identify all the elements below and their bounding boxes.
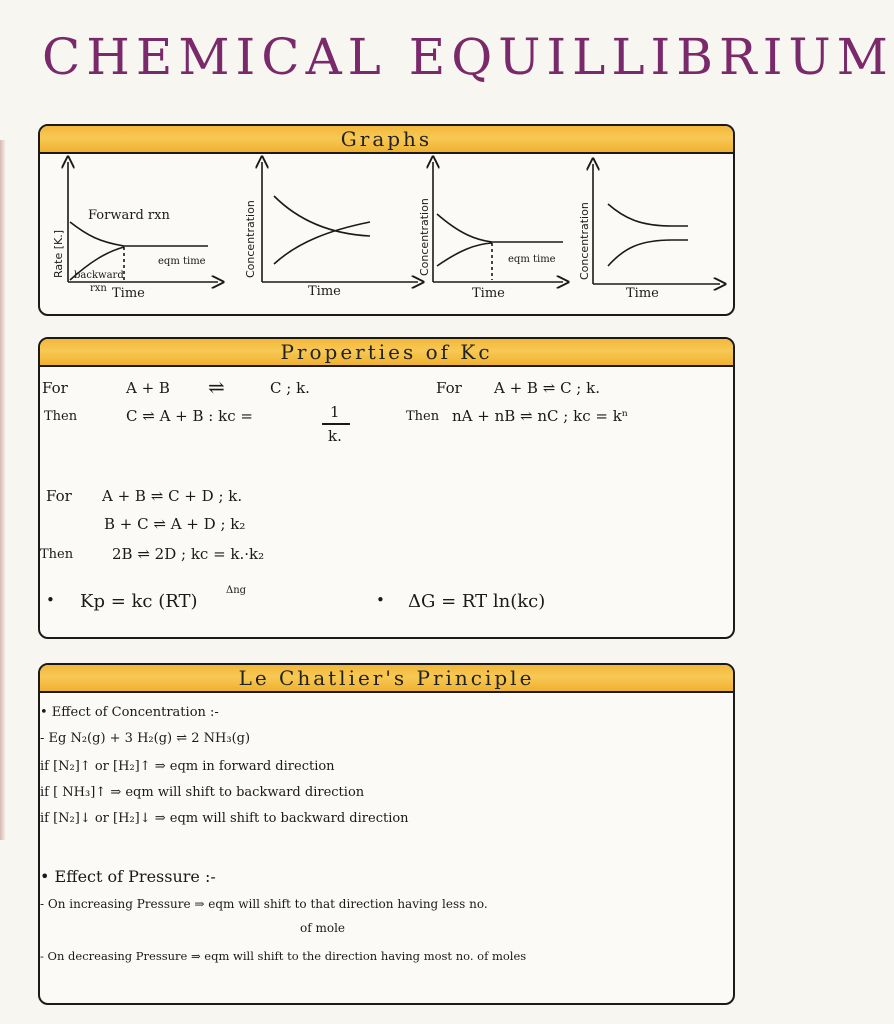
r1-fraction-bar	[322, 423, 350, 425]
product-curve	[437, 243, 492, 266]
reactant-curve	[437, 214, 563, 242]
concentration-line-2: if [ NH₃]↑ ⇒ eqm will shift to backward direction	[40, 785, 365, 800]
r3-equation-1: A + B ⇌ C + D ; k.	[102, 487, 243, 505]
r3-equation-2: B + C ⇌ A + D ; k₂	[104, 515, 246, 533]
graph3-ylabel: Concentration	[418, 198, 431, 276]
effect-pressure-heading: • Effect of Pressure :-	[40, 867, 216, 886]
kp-relation: Kp = kc (RT)	[80, 591, 198, 612]
pressure-line-2: - On decreasing Pressure ⇒ eqm will shift to the direction having most no. of moles	[40, 949, 527, 963]
example-reaction: - Eg N₂(g) + 3 H₂(g) ⇌ 2 NH₃(g)	[40, 731, 251, 746]
lower-curve	[608, 240, 688, 266]
r3-for-label: For	[46, 487, 72, 505]
properties-heading: Properties of Kc	[40, 339, 733, 367]
kp-delta-ng: Δng	[226, 585, 247, 596]
r1-for-label: For	[42, 379, 68, 397]
effect-concentration-heading: • Effect of Concentration :-	[40, 705, 219, 720]
product-curve	[274, 222, 370, 264]
graph1-eqm-label: eqm time	[158, 256, 206, 267]
r1-products: C ; k.	[270, 379, 310, 397]
page-edge-shadow	[0, 140, 6, 840]
graph4-ylabel: Concentration	[578, 202, 591, 280]
pressure-line-1-cont: of mole	[300, 921, 346, 935]
r3-then-label: Then	[40, 547, 74, 562]
r1-reverse-equation: C ⇌ A + B : kc =	[126, 407, 253, 425]
graph3-eqm-label: eqm time	[508, 254, 556, 265]
kp-bullet: •	[46, 591, 55, 609]
r1-reactants: A + B	[126, 379, 170, 397]
concentration-line-1: if [N₂]↑ or [H₂]↑ ⇒ eqm in forward direction	[40, 759, 335, 774]
r2-equation: A + B ⇌ C ; k.	[494, 379, 600, 397]
le-chatelier-section	[38, 663, 735, 1005]
gibbs-relation: ΔG = RT ln(kc)	[408, 591, 546, 612]
forward-rate-curve	[70, 222, 208, 246]
le-chatelier-heading: Le Chatlier's Principle	[40, 665, 733, 693]
r1-then-label: Then	[44, 409, 78, 424]
graph2-xlabel: Time	[308, 284, 341, 299]
r1-equilibrium-arrow: ⇌	[208, 375, 225, 399]
r1-fraction-denominator: k.	[328, 427, 342, 445]
pressure-line-1: - On increasing Pressure ⇒ eqm will shift to that direction having less no.	[40, 897, 488, 911]
graph3-xlabel: Time	[472, 286, 505, 301]
graph4-xlabel: Time	[626, 286, 659, 301]
concentration-line-3: if [N₂]↓ or [H₂]↓ ⇒ eqm will shift to backward direction	[40, 811, 409, 826]
graph1-forward-label: Forward rxn	[88, 208, 170, 223]
graph2-ylabel: Concentration	[244, 200, 257, 278]
graph-concentration-crossing	[262, 162, 418, 282]
page-title: CHEMICAL EQUILLIBRIUM	[42, 28, 894, 86]
r3-combined-equation: 2B ⇌ 2D ; kc = k.·k₂	[112, 545, 265, 563]
r2-multiplied-equation: nA + nB ⇌ nC ; kc = kⁿ	[452, 407, 629, 425]
graph1-backward-sub: rxn	[90, 283, 107, 294]
r2-then-label: Then	[406, 409, 440, 424]
graph1-ylabel: Rate [K.]	[52, 229, 65, 278]
graphs-section	[38, 124, 735, 316]
graph1-xlabel: Time	[112, 286, 145, 301]
reactant-curve	[274, 196, 370, 236]
dg-bullet: •	[376, 591, 385, 609]
r1-fraction-numerator: 1	[330, 403, 340, 421]
graph1-backward-label: backward	[74, 270, 124, 281]
r2-for-label: For	[436, 379, 462, 397]
graph-concentration-separate	[593, 164, 720, 284]
properties-kc-section	[38, 337, 735, 639]
upper-curve	[608, 204, 688, 226]
graphs-heading: Graphs	[40, 126, 733, 154]
